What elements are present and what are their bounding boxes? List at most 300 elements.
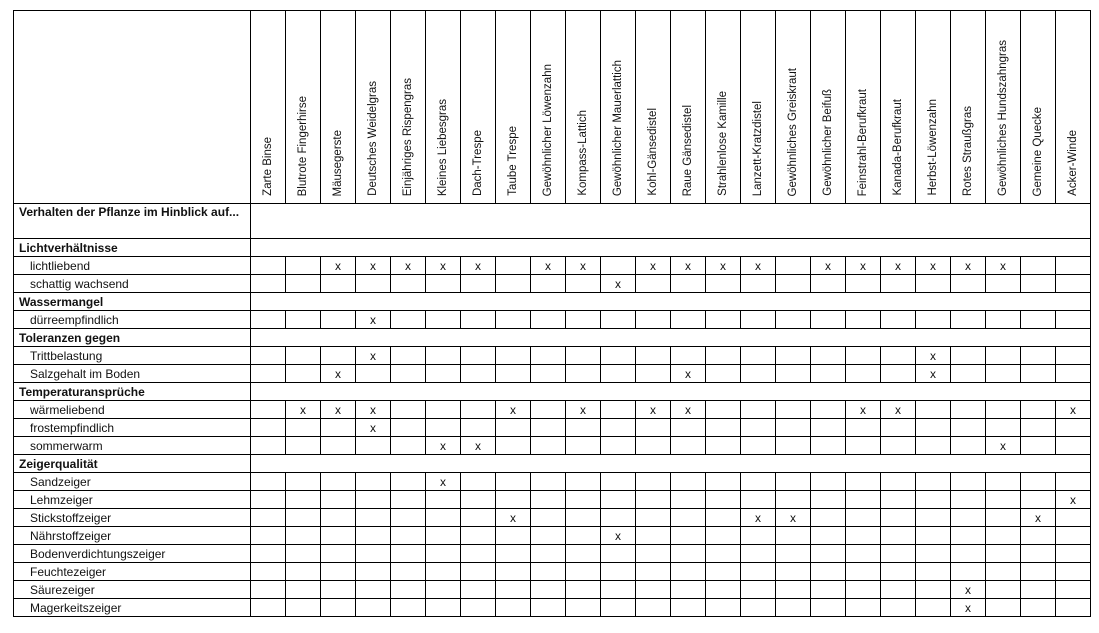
table-cell: x [951, 581, 986, 599]
table-cell [636, 311, 671, 329]
table-row [14, 563, 1091, 581]
table-cell [321, 599, 356, 617]
plant-name: Taube Trespe [507, 126, 519, 196]
table-cell [321, 437, 356, 455]
table-cell [286, 527, 321, 545]
table-cell [986, 401, 1021, 419]
plant-name: Gemeine Quecke [1032, 106, 1044, 196]
table-cell [496, 347, 531, 365]
table-cell [601, 581, 636, 599]
table-cell [251, 275, 286, 293]
table-cell [286, 599, 321, 617]
table-row [14, 365, 1091, 383]
table-cell [356, 275, 391, 293]
table-cell [1056, 365, 1091, 383]
table-cell [881, 419, 916, 437]
plant-header [426, 11, 461, 204]
table-cell [251, 311, 286, 329]
table-cell [741, 563, 776, 581]
plant-name: Gewöhnliches Greiskraut [787, 67, 799, 196]
table-cell [811, 509, 846, 527]
table-cell [776, 545, 811, 563]
table-cell [1021, 365, 1056, 383]
plant-name: Gewöhnlicher Mauerlattich [612, 59, 624, 196]
table-cell [391, 563, 426, 581]
table-cell [636, 437, 671, 455]
plant-name: Blutrote Fingerhirse [297, 95, 309, 196]
table-cell [811, 473, 846, 491]
table-cell [566, 527, 601, 545]
table-cell [496, 419, 531, 437]
table-cell [426, 365, 461, 383]
table-cell [776, 527, 811, 545]
table-cell [1021, 347, 1056, 365]
table-cell [776, 419, 811, 437]
table-cell [496, 365, 531, 383]
table-cell [531, 509, 566, 527]
table-cell [251, 509, 286, 527]
table-cell [391, 491, 426, 509]
table-cell [881, 527, 916, 545]
table-row [14, 311, 1091, 329]
plant-name: Dach-Trespe [472, 129, 484, 196]
table-cell: x [356, 311, 391, 329]
table-cell [811, 275, 846, 293]
table-cell: x [321, 257, 356, 275]
table-cell [916, 545, 951, 563]
table-cell [916, 419, 951, 437]
table-cell [916, 563, 951, 581]
plant-name: Zarte Binse [262, 137, 274, 196]
table-cell: x [671, 401, 706, 419]
table-cell: x [496, 509, 531, 527]
plant-name: Mäusegerste [332, 129, 344, 196]
table-cell [1021, 419, 1056, 437]
table-cell: x [636, 401, 671, 419]
table-row [14, 347, 1091, 365]
table-cell: x [671, 257, 706, 275]
table-cell [461, 599, 496, 617]
table-cell [776, 599, 811, 617]
category-row [14, 455, 1091, 473]
table-row [14, 401, 1091, 419]
plant-header [566, 11, 601, 204]
table-cell: x [706, 257, 741, 275]
table-cell [916, 509, 951, 527]
table-cell: x [881, 257, 916, 275]
table-cell [426, 311, 461, 329]
table-row [14, 599, 1091, 617]
table-cell [706, 365, 741, 383]
table-cell [811, 545, 846, 563]
table-cell: x [566, 257, 601, 275]
table-cell [671, 347, 706, 365]
table-cell [671, 563, 706, 581]
table-cell [391, 437, 426, 455]
table-cell [251, 257, 286, 275]
table-cell [811, 311, 846, 329]
table-cell: x [1021, 509, 1056, 527]
row-label: schattig wachsend [14, 275, 251, 293]
plant-header [286, 11, 321, 204]
table-cell [776, 401, 811, 419]
table-cell [741, 401, 776, 419]
table-cell [846, 599, 881, 617]
table-cell [321, 419, 356, 437]
behavior-header-label: Verhalten der Pflanze im Hinblick auf... [14, 204, 251, 239]
table-cell [461, 527, 496, 545]
table-cell [846, 311, 881, 329]
table-cell [846, 527, 881, 545]
table-cell [881, 365, 916, 383]
table-cell [461, 563, 496, 581]
table-row [14, 275, 1091, 293]
table-cell: x [811, 257, 846, 275]
table-cell [1021, 275, 1056, 293]
table-cell [811, 437, 846, 455]
table-cell [636, 275, 671, 293]
table-cell [321, 563, 356, 581]
table-cell [531, 545, 566, 563]
table-cell [636, 563, 671, 581]
category-spacer [251, 455, 1091, 473]
table-cell [531, 527, 566, 545]
table-cell: x [951, 257, 986, 275]
table-cell [461, 401, 496, 419]
table-cell [461, 581, 496, 599]
plant-name: Gewöhnliches Hundszahngras [997, 40, 1009, 196]
table-cell [566, 563, 601, 581]
row-label: Trittbelastung [14, 347, 251, 365]
table-cell: x [356, 419, 391, 437]
table-cell [636, 527, 671, 545]
category-row [14, 293, 1091, 311]
table-cell [426, 491, 461, 509]
table-cell [881, 275, 916, 293]
behavior-header-spacer [251, 204, 1091, 239]
row-label: dürreempfindlich [14, 311, 251, 329]
table-cell [951, 527, 986, 545]
row-label: Lehmzeiger [14, 491, 251, 509]
table-cell [566, 581, 601, 599]
table-cell [251, 581, 286, 599]
table-cell [356, 581, 391, 599]
table-cell [671, 545, 706, 563]
table-cell: x [1056, 401, 1091, 419]
table-cell [671, 419, 706, 437]
table-cell [1056, 545, 1091, 563]
table-cell [496, 581, 531, 599]
table-cell [986, 419, 1021, 437]
table-cell [461, 365, 496, 383]
table-cell [951, 563, 986, 581]
table-cell [951, 347, 986, 365]
table-cell [671, 437, 706, 455]
table-cell [251, 563, 286, 581]
table-cell: x [846, 257, 881, 275]
table-cell [1056, 347, 1091, 365]
plant-header [951, 11, 986, 204]
table-cell [566, 419, 601, 437]
plant-name: Kleines Liebesgras [437, 98, 449, 196]
table-cell [426, 545, 461, 563]
table-cell [1021, 563, 1056, 581]
table-cell [496, 599, 531, 617]
table-cell [391, 509, 426, 527]
table-cell [706, 509, 741, 527]
row-label: Bodenverdichtungszeiger [14, 545, 251, 563]
table-cell [356, 527, 391, 545]
plant-name: Deutsches Weidelgras [367, 81, 379, 196]
plant-name: Lanzett-Kratzdistel [752, 100, 764, 196]
table-cell [1021, 401, 1056, 419]
table-cell [846, 509, 881, 527]
table-cell [286, 311, 321, 329]
table-cell [426, 509, 461, 527]
table-row [14, 419, 1091, 437]
table-cell [706, 419, 741, 437]
plant-name: Strahlenlose Kamille [717, 91, 729, 196]
table-cell [531, 491, 566, 509]
table-cell [321, 527, 356, 545]
table-cell [286, 581, 321, 599]
table-cell [426, 419, 461, 437]
table-cell: x [1056, 491, 1091, 509]
table-cell [636, 509, 671, 527]
table-cell [1056, 527, 1091, 545]
table-cell [1021, 527, 1056, 545]
table-cell [356, 545, 391, 563]
category-row [14, 383, 1091, 401]
table-cell [741, 275, 776, 293]
plant-name: Gewöhnlicher Beifuß [822, 89, 834, 196]
table-cell [496, 275, 531, 293]
table-row [14, 509, 1091, 527]
plant-name: Raue Gänsedistel [682, 104, 694, 196]
row-label: wärmeliebend [14, 401, 251, 419]
table-cell [986, 581, 1021, 599]
category-spacer [251, 239, 1091, 257]
table-cell [496, 491, 531, 509]
table-cell [1056, 599, 1091, 617]
table-cell [461, 545, 496, 563]
table-cell [601, 311, 636, 329]
table-cell [916, 275, 951, 293]
table-row [14, 473, 1091, 491]
plant-header [881, 11, 916, 204]
table-cell [846, 491, 881, 509]
row-label: Säurezeiger [14, 581, 251, 599]
table-cell [776, 473, 811, 491]
table-cell [321, 311, 356, 329]
table-cell [916, 437, 951, 455]
table-cell [356, 491, 391, 509]
table-cell [356, 473, 391, 491]
table-cell [286, 365, 321, 383]
table-cell [391, 599, 426, 617]
table-cell [286, 437, 321, 455]
table-cell [251, 527, 286, 545]
plant-header [496, 11, 531, 204]
category-spacer [251, 329, 1091, 347]
table-cell [1021, 581, 1056, 599]
table-cell [356, 563, 391, 581]
table-cell [251, 365, 286, 383]
table-cell [601, 599, 636, 617]
table-cell [951, 473, 986, 491]
table-cell: x [916, 257, 951, 275]
table-cell [881, 581, 916, 599]
category-label: Zeigerqualität [14, 455, 251, 473]
table-cell [321, 473, 356, 491]
table-cell [671, 473, 706, 491]
table-cell [846, 437, 881, 455]
table-cell [286, 419, 321, 437]
table-cell [461, 347, 496, 365]
category-label: Lichtverhältnisse [14, 239, 251, 257]
table-cell [776, 581, 811, 599]
row-label: Sandzeiger [14, 473, 251, 491]
table-cell: x [426, 437, 461, 455]
table-cell [636, 365, 671, 383]
table-cell: x [601, 527, 636, 545]
table-cell [251, 473, 286, 491]
table-cell [1056, 311, 1091, 329]
table-cell [986, 473, 1021, 491]
table-cell [251, 419, 286, 437]
table-cell [811, 599, 846, 617]
plant-header [531, 11, 566, 204]
plant-name: Kohl-Gänsedistel [647, 108, 659, 196]
table-cell [251, 401, 286, 419]
table-cell [636, 419, 671, 437]
table-cell [461, 473, 496, 491]
category-label: Temperaturansprüche [14, 383, 251, 401]
table-cell: x [426, 473, 461, 491]
table-cell [1056, 257, 1091, 275]
category-row [14, 329, 1091, 347]
table-cell [986, 347, 1021, 365]
table-cell [986, 491, 1021, 509]
table-cell [671, 509, 706, 527]
table-cell [391, 527, 426, 545]
plant-header [1056, 11, 1091, 204]
table-cell [566, 491, 601, 509]
plant-header [741, 11, 776, 204]
table-cell [741, 347, 776, 365]
table-cell [286, 545, 321, 563]
table-cell [811, 527, 846, 545]
table-cell: x [356, 347, 391, 365]
table-cell [251, 347, 286, 365]
table-cell [531, 473, 566, 491]
table-cell [951, 545, 986, 563]
table-cell: x [286, 401, 321, 419]
table-cell [601, 419, 636, 437]
table-cell [846, 581, 881, 599]
corner-header-cell [14, 11, 251, 204]
table-cell [636, 599, 671, 617]
table-cell [636, 491, 671, 509]
table-cell [1021, 437, 1056, 455]
table-cell: x [356, 401, 391, 419]
plant-header [916, 11, 951, 204]
table-cell [881, 347, 916, 365]
table-cell [286, 563, 321, 581]
table-cell [776, 365, 811, 383]
table-cell [1021, 545, 1056, 563]
plant-header [461, 11, 496, 204]
table-cell [636, 581, 671, 599]
plant-header [1021, 11, 1056, 204]
table-cell [251, 599, 286, 617]
table-cell [286, 509, 321, 527]
table-cell [671, 311, 706, 329]
row-label: frostempfindlich [14, 419, 251, 437]
plant-header [321, 11, 356, 204]
table-cell [986, 599, 1021, 617]
table-cell [426, 581, 461, 599]
table-cell: x [881, 401, 916, 419]
table-cell [566, 311, 601, 329]
table-cell [706, 491, 741, 509]
table-cell [321, 491, 356, 509]
table-cell [706, 473, 741, 491]
table-cell: x [916, 365, 951, 383]
table-cell [391, 473, 426, 491]
table-cell [741, 527, 776, 545]
table-cell [286, 491, 321, 509]
row-label: lichtliebend [14, 257, 251, 275]
table-cell: x [321, 365, 356, 383]
table-cell [986, 527, 1021, 545]
table-cell [601, 545, 636, 563]
table-cell [741, 473, 776, 491]
table-cell [566, 545, 601, 563]
table-cell [881, 599, 916, 617]
table-cell [531, 401, 566, 419]
table-cell [846, 365, 881, 383]
table-cell [671, 599, 706, 617]
plant-header [986, 11, 1021, 204]
table-cell [566, 347, 601, 365]
table-cell [741, 311, 776, 329]
table-cell: x [986, 437, 1021, 455]
table-cell [916, 581, 951, 599]
table-cell [741, 365, 776, 383]
table-cell [321, 347, 356, 365]
table-cell [846, 473, 881, 491]
table-cell [776, 491, 811, 509]
table-cell [1056, 437, 1091, 455]
table-row [14, 581, 1091, 599]
table-cell [741, 545, 776, 563]
table-cell [986, 311, 1021, 329]
table-cell [951, 365, 986, 383]
table-cell [566, 365, 601, 383]
table-cell [601, 347, 636, 365]
table-cell: x [321, 401, 356, 419]
table-cell [986, 545, 1021, 563]
table-cell [741, 599, 776, 617]
table-cell [951, 509, 986, 527]
table-cell [461, 509, 496, 527]
category-spacer [251, 293, 1091, 311]
table-cell [356, 509, 391, 527]
table-cell: x [461, 257, 496, 275]
table-cell [881, 491, 916, 509]
category-label: Wassermangel [14, 293, 251, 311]
